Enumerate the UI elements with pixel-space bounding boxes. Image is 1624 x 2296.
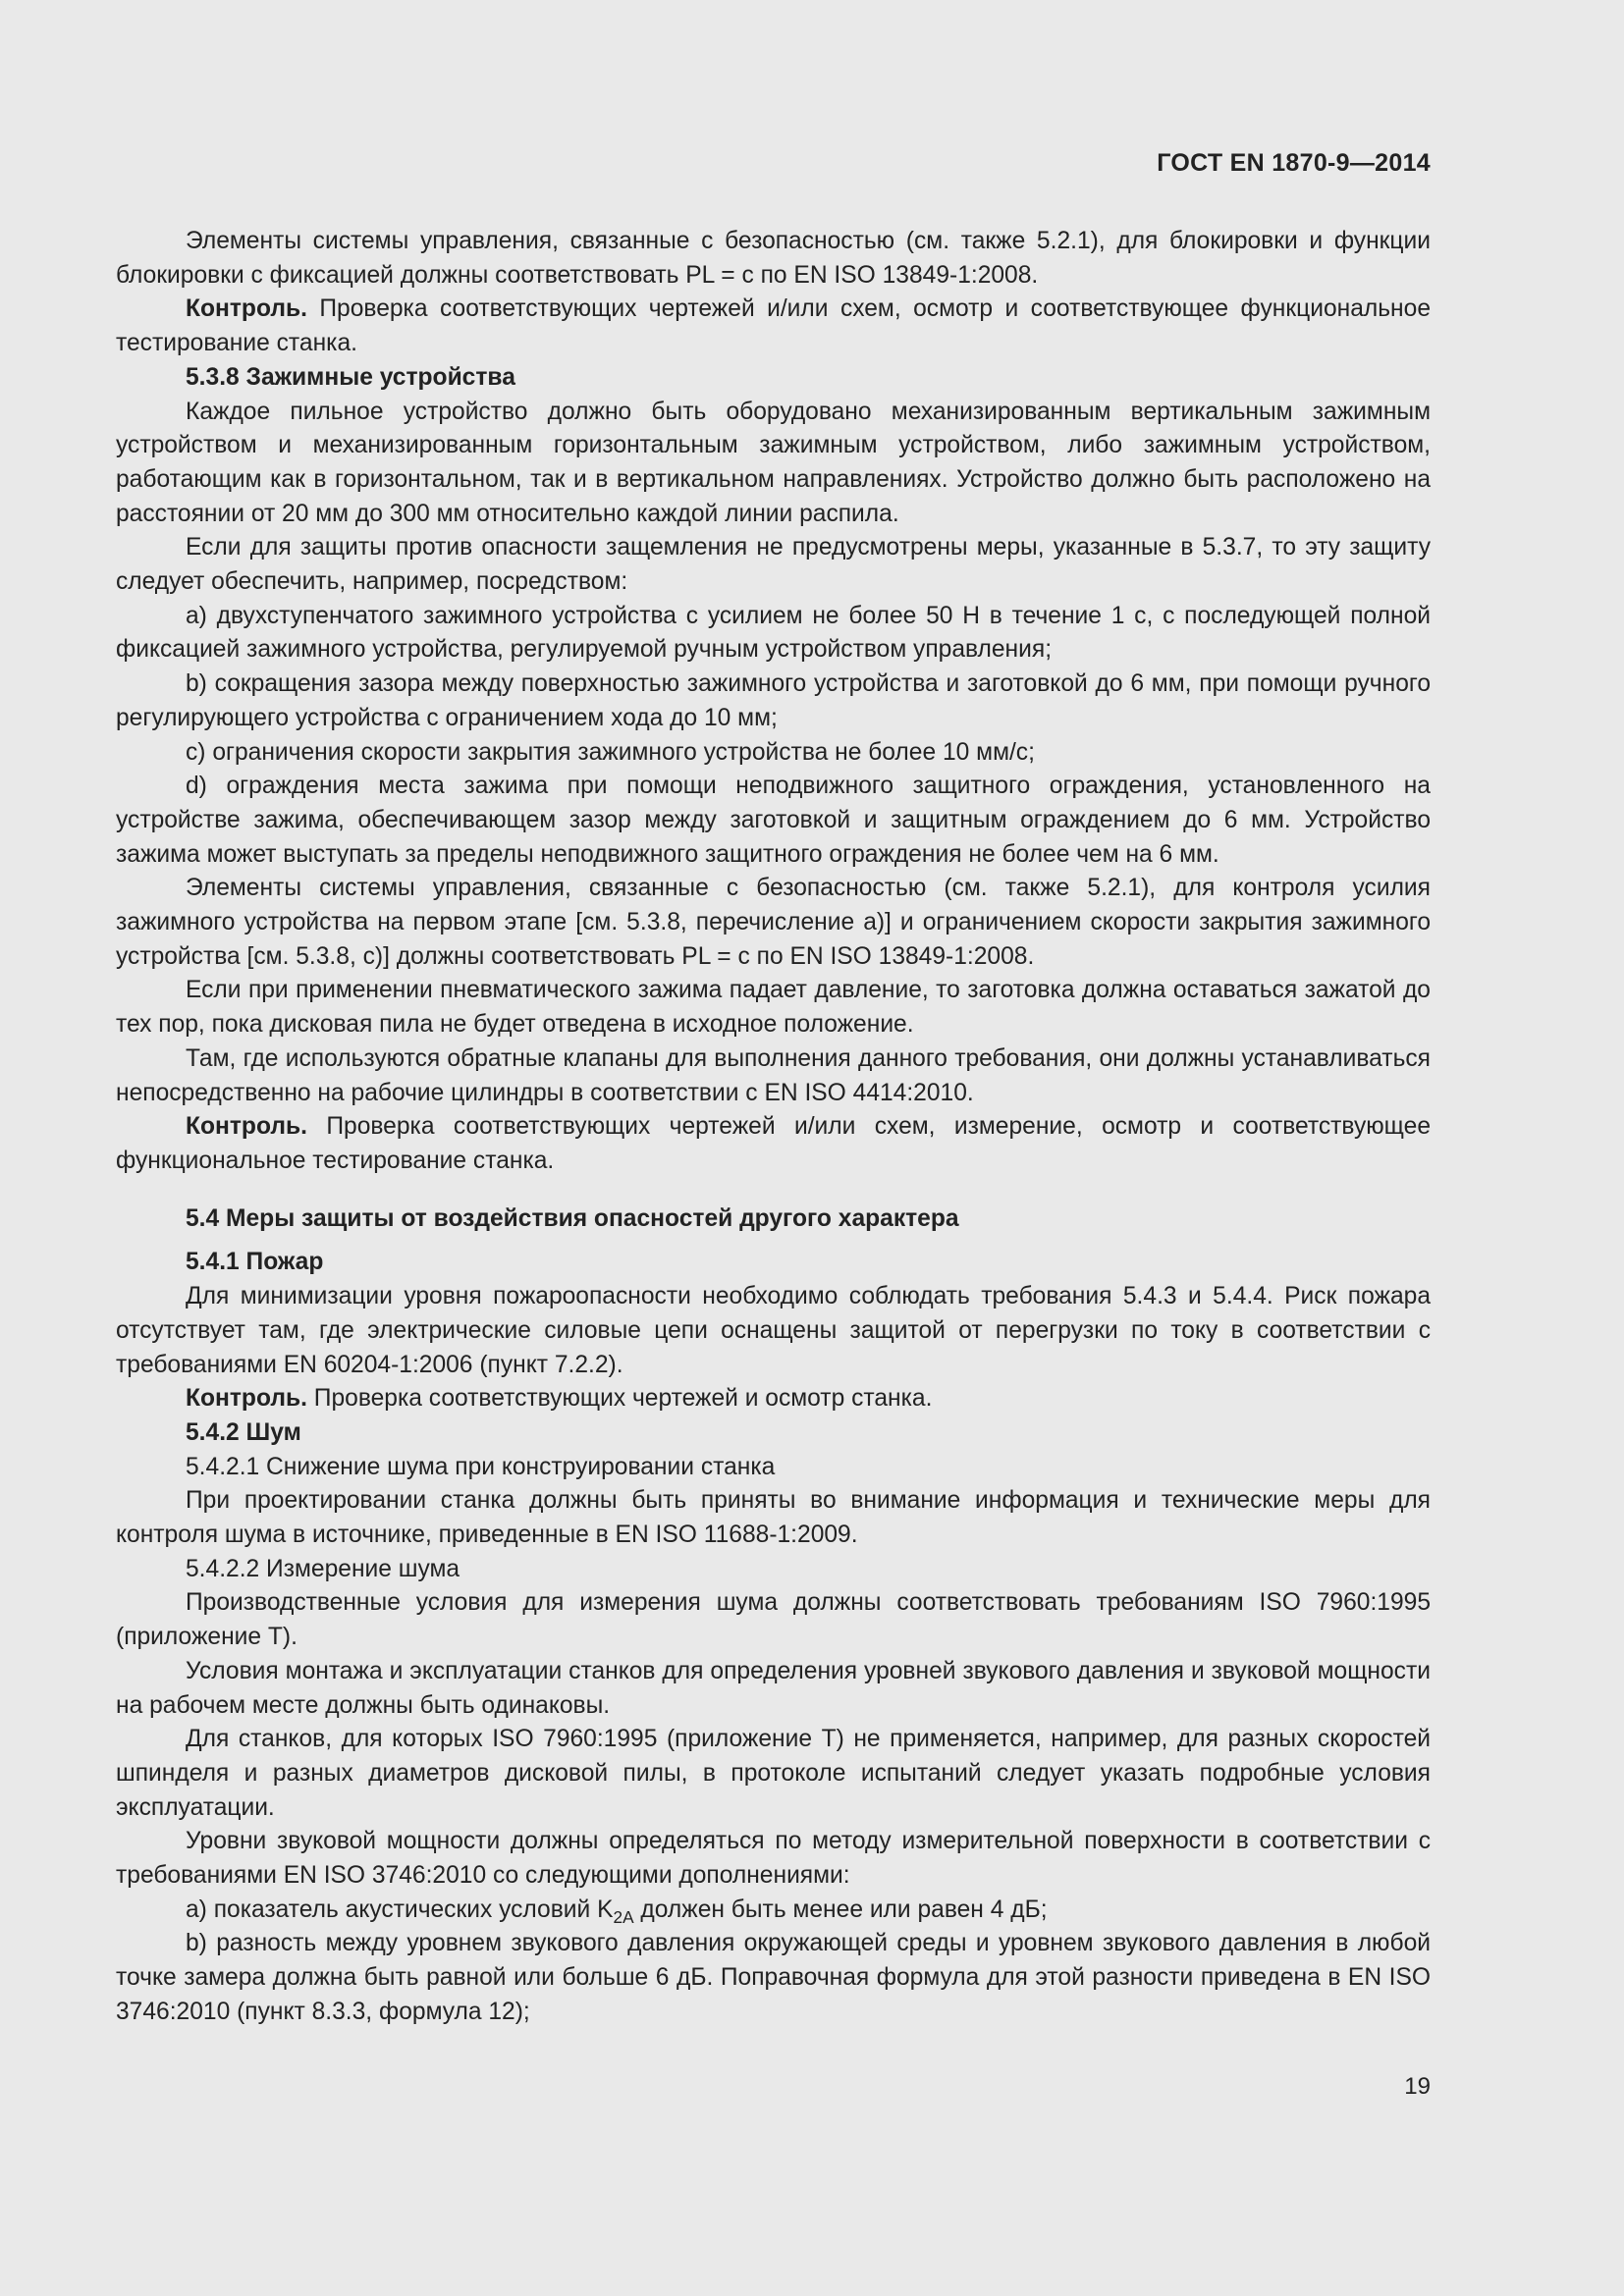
paragraph: Каждое пильное устройство должно быть оборудовано механизированным вертикальным зажимным устройством и механизированным горизонтальным зажимным устройством, либо зажимным устройством, работающим как в горизонтальном, так и в вертикальном направлениях. Устройство должно быть расположено на расстоянии от 20 мм до 300 мм относительно каждой линии распила. — [116, 398, 1431, 527]
control-paragraph — [116, 293, 1431, 360]
paragraph: Элементы системы управления, связанные с безопасностью (см. также 5.2.1), для контроля усилия зажимного устройства на первом этапе [см. 5.3.8, перечисление a)] и ограничением скорости закрытия зажимного устройства [см. 5.3.8, c)] должны соответствовать PL = c по EN ISO 13849-1:2008. — [116, 875, 1431, 970]
control-label: Контроль. — [186, 295, 307, 323]
paragraph: Там, где используются обратные клапаны для выполнения данного требования, они должны устанавливаться непосредственно на рабочие цилиндры в соответствии с EN ISO 4414:2010. — [116, 1044, 1431, 1106]
list-item-text: должен быть менее или равен 4 дБ; — [633, 1896, 1048, 1923]
paragraph: Условия монтажа и эксплуатации станков для определения уровней звукового давления и звуковой мощности на рабочем месте должны быть одинаковы. — [116, 1657, 1431, 1719]
paragraph: Для станков, для которых ISO 7960:1995 (приложение Т) не применяется, например, для разных скоростей шпинделя и разных диаметров дисковой пилы, в протоколе испытаний следует указать подробные условия эксплуатации. — [116, 1726, 1431, 1821]
subsection-heading-5-4-2-2: 5.4.2.2 Измерение шума — [186, 1555, 460, 1582]
section-heading-5-4-2: 5.4.2 Шум — [186, 1418, 301, 1446]
control-paragraph — [116, 1110, 1431, 1178]
control-text: Проверка соответствующих чертежей и/или схем, осмотр и соответствующее функциональное тестирование станка. — [116, 295, 1431, 357]
control-text: Проверка соответствующих чертежей и осмотр станка. — [306, 1385, 933, 1413]
control-label: Контроль. — [186, 1385, 307, 1413]
paragraph: Уровни звуковой мощности должны определяться по методу измерительной поверхности в соответствии с требованиями EN ISO 3746:2010 со следующими дополнениями: — [116, 1828, 1431, 1890]
paragraph: Если при применении пневматического зажима падает давление, то заготовка должна оставаться зажатой до тех пор, пока дисковая пила не будет отведена в исходное положение. — [116, 977, 1431, 1039]
subsection-heading-5-4-2-1: 5.4.2.1 Снижение шума при конструировании станка — [186, 1453, 776, 1480]
paragraph: Для минимизации уровня пожароопасности необходимо соблюдать требования 5.4.3 и 5.4.4. Риск пожара отсутствует там, где электрические силовые цепи оснащены защитой от перегрузки по току в соответствии с требованиями EN 60204-1:2006 (пункт 7.2.2). — [116, 1283, 1431, 1378]
paragraph: При проектировании станка должны быть приняты во внимание информация и технические меры для контроля шума в источнике, приведенные в EN ISO 11688-1:2009. — [116, 1487, 1431, 1549]
list-item: a) двухступенчатого зажимного устройства с усилием не более 50 Н в течение 1 с, с последующей полной фиксацией зажимного устройства, регулируемой ручным устройством управления; — [116, 602, 1431, 664]
paragraph: Производственные условия для измерения шума должны соответствовать требованиям ISO 7960:1995 (приложение Т). — [116, 1589, 1431, 1651]
list-item: c) ограничения скорости закрытия зажимного устройства не более 10 мм/с; — [186, 738, 1035, 766]
section-heading-5-3-8: 5.3.8 Зажимные устройства — [186, 363, 515, 391]
control-label: Контроль. — [186, 1113, 307, 1141]
control-text: Проверка соответствующих чертежей и/или схем, измерение, осмотр и соответствующее функциональное тестирование станка. — [116, 1113, 1431, 1174]
section-heading-5-4: 5.4 Меры защиты от воздействия опасностей другого характера — [186, 1204, 959, 1232]
document-body — [116, 225, 1431, 2030]
page-number: 19 — [1404, 2073, 1431, 2100]
list-item: b) сокращения зазора между поверхностью зажимного устройства и заготовкой до 6 мм, при помощи ручного регулирующего устройства с ограничением хода до 10 мм; — [116, 670, 1431, 731]
subscript: 2A — [613, 1906, 634, 1927]
list-item-text: a) показатель акустических условий K — [186, 1896, 614, 1923]
control-paragraph — [116, 1382, 1431, 1416]
list-item: d) ограждения места зажима при помощи неподвижного защитного ограждения, установленного на устройстве зажима, обеспечивающем зазор между заготовкой и защитным ограждением до 6 мм. Устройство зажима может выступать за пределы неподвижного защитного ограждения не более чем на 6 мм. — [116, 773, 1431, 868]
paragraph: Если для защиты против опасности защемления не предусмотрены меры, указанные в 5.3.7, то эту защиту следует обеспечить, например, посредством: — [116, 534, 1431, 596]
paragraph: Элементы системы управления, связанные с безопасностью (см. также 5.2.1), для блокировки и функции блокировки с фиксацией должны соответствовать PL = c по EN ISO 13849-1:2008. — [116, 228, 1431, 289]
list-item: b) разность между уровнем звукового давления окружающей среды и уровнем звукового давления в любой точке замера должна быть равной или больше 6 дБ. Поправочная формула для этой разности приведена в EN ISO 3746:2010 (пункт 8.3.3, формула 12); — [116, 1930, 1431, 2025]
document-header: ГОСТ EN 1870-9—2014 — [1157, 149, 1431, 177]
section-heading-5-4-1: 5.4.1 Пожар — [186, 1249, 324, 1276]
list-item — [116, 1894, 1431, 1928]
